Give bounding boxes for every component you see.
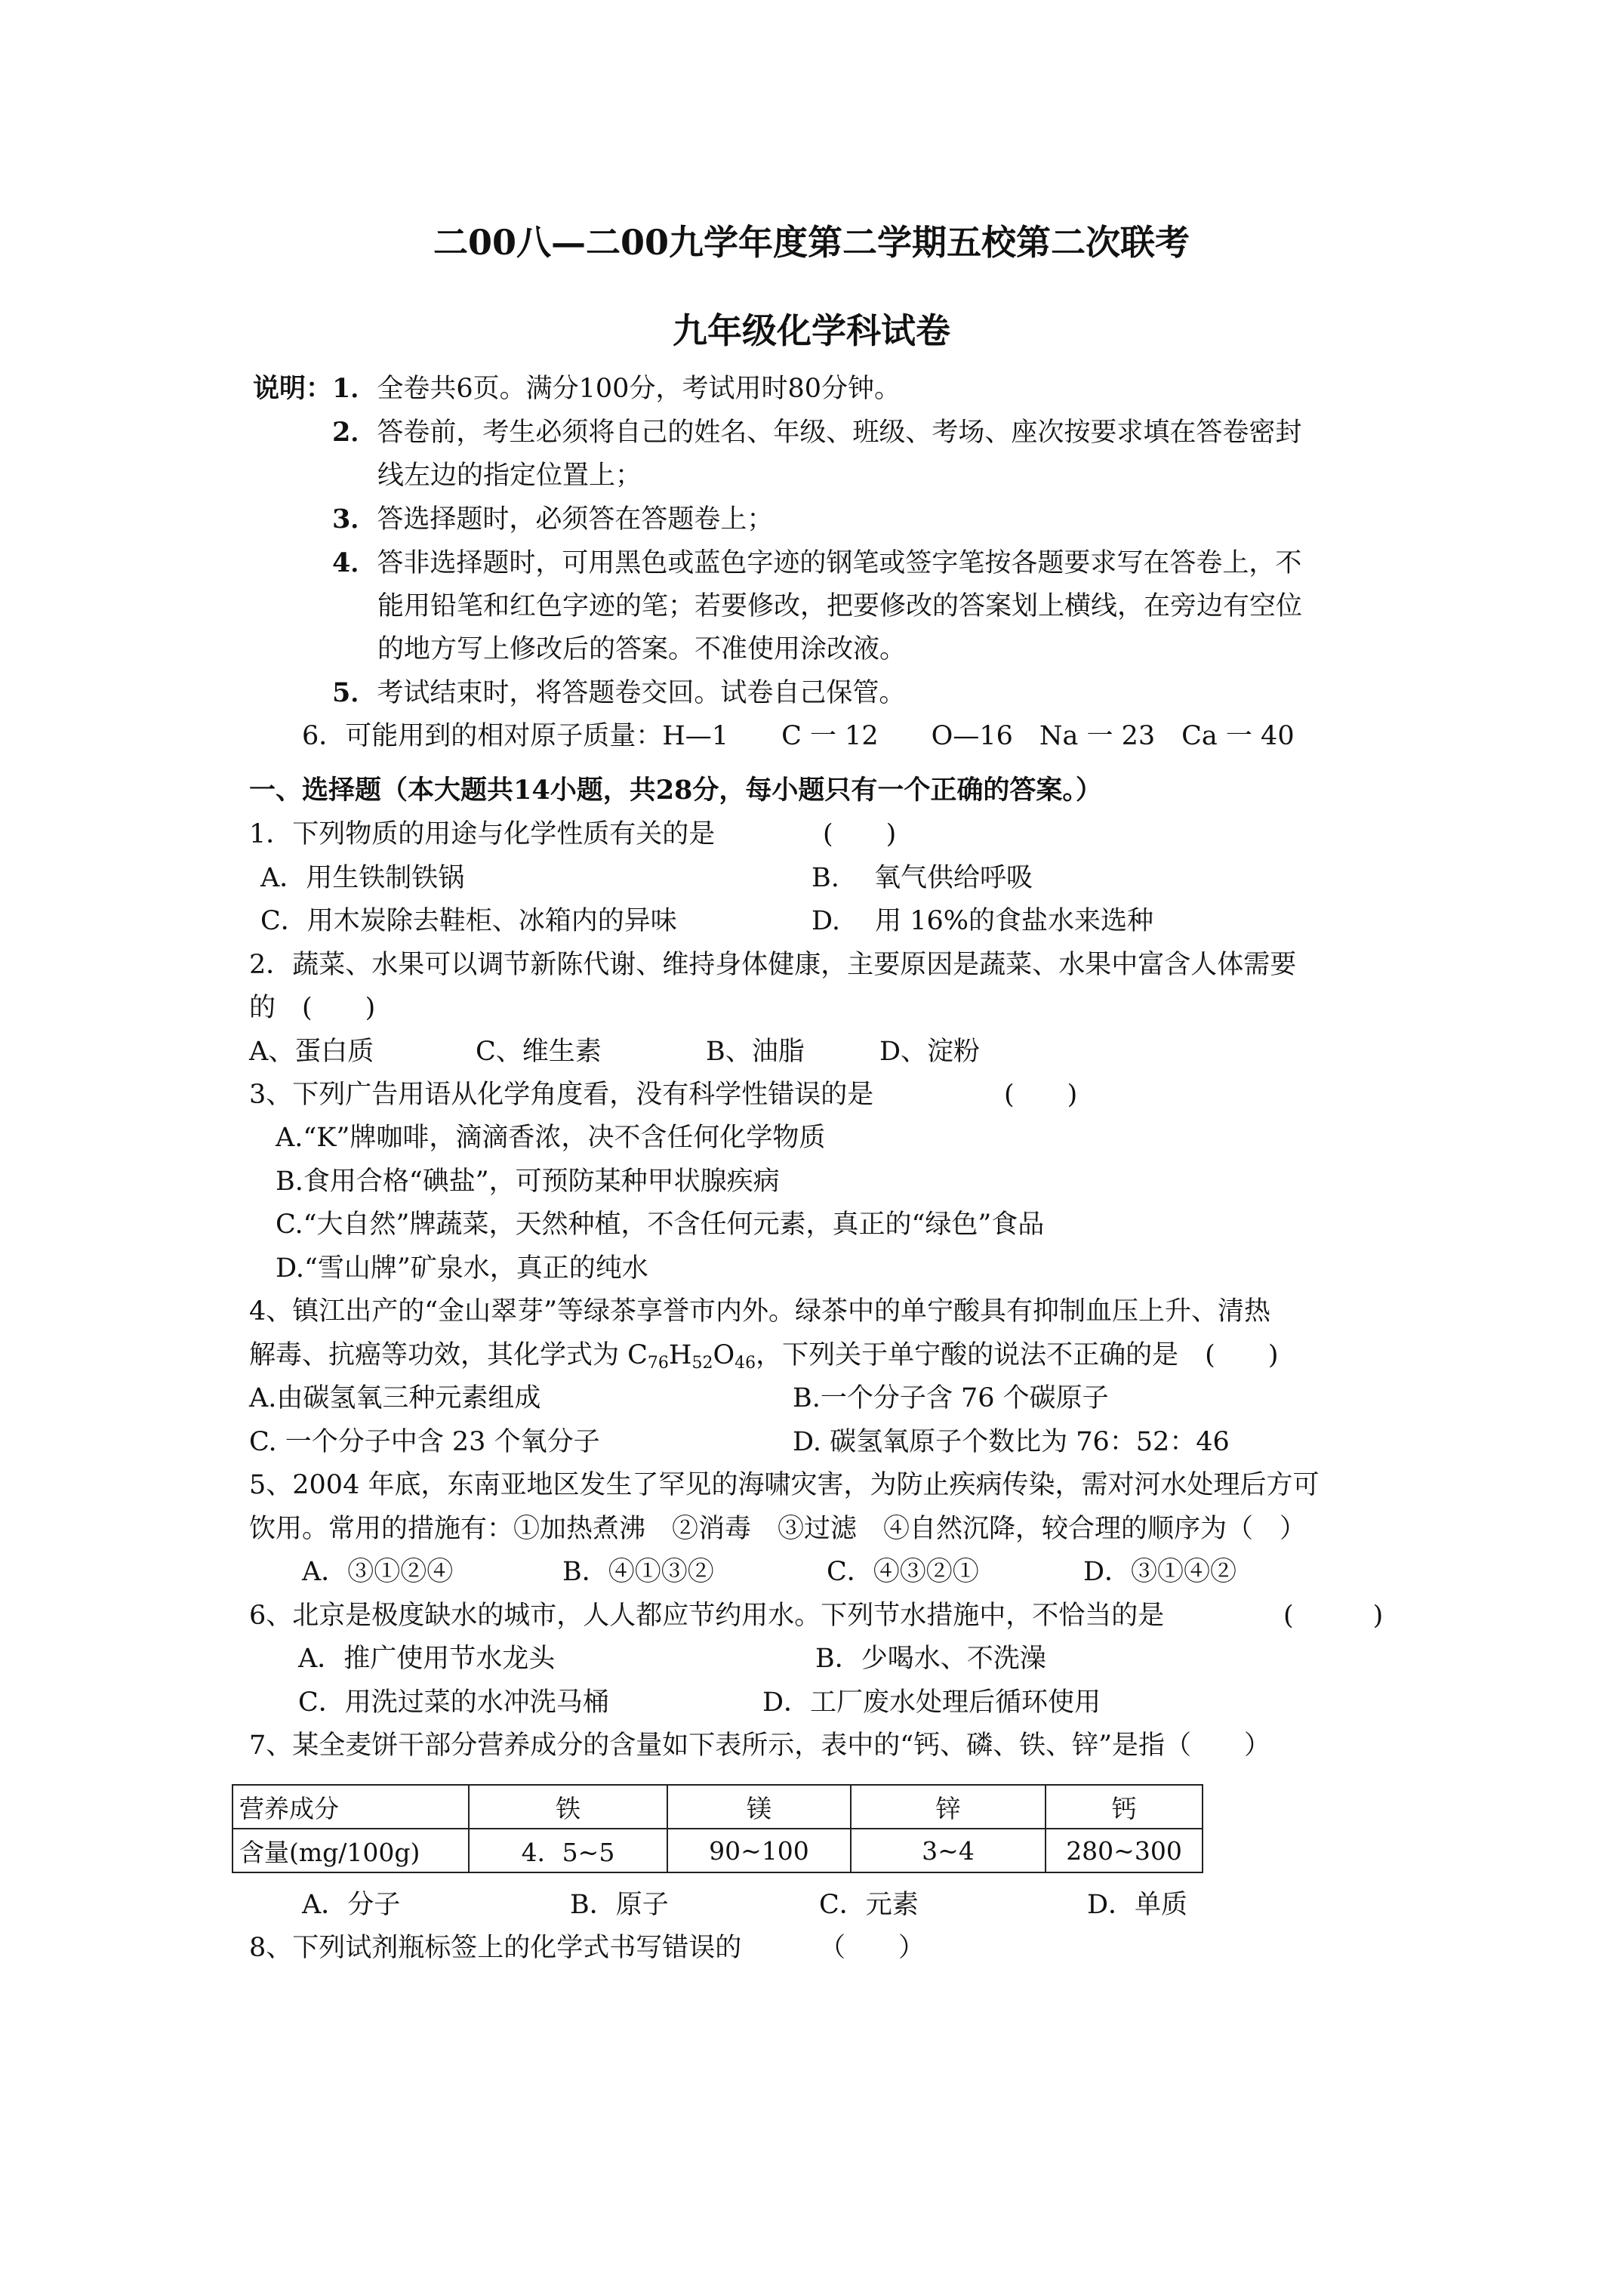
instruction-text: 可能用到的相对原子质量：H—1 C 一 12 O—16 Na 一 23 Ca 一 40 xyxy=(345,721,1295,751)
instruction-5 xyxy=(332,676,905,710)
table-header-cell: 铁 xyxy=(469,1785,667,1829)
instructions-label: 说明： xyxy=(253,373,333,404)
instruction-num: 5． xyxy=(332,677,377,708)
subscript: 52 xyxy=(691,1354,713,1373)
instruction-text: 考试结束时，将答题卷交回。试卷自己保管。 xyxy=(377,678,906,708)
table-header-cell: 钙 xyxy=(1046,1785,1203,1829)
question-7-stem: 7、某全麦饼干部分营养成分的含量如下表所示，表中的“钙、磷、铁、锌”是指（ ） xyxy=(249,1730,1271,1761)
q5-option-a: A．③①②④ xyxy=(302,1557,454,1587)
q7-option-c: C．元素 xyxy=(819,1890,919,1920)
q1-option-d: D. 用 16%的食盐水来选种 xyxy=(812,906,1153,936)
q5-option-d: D．③①④② xyxy=(1083,1557,1237,1587)
table-cell: 含量(mg/100g) xyxy=(233,1829,469,1872)
question-6-stem: 6、北京是极度缺水的城市，人人都应节约用水。下列节水措施中，不恰当的是 xyxy=(249,1601,1165,1631)
table-header-cell: 锌 xyxy=(851,1785,1046,1829)
table-row xyxy=(233,1829,1203,1872)
q6-option-b: B．少喝水、不洗澡 xyxy=(815,1644,1046,1674)
q6-option-d: D．工厂废水处理后循环使用 xyxy=(762,1687,1101,1718)
table-header-row xyxy=(233,1785,1203,1829)
instruction-text: 答非选择题时，可用黑色或蓝色字迹的钢笔或签字笔按各题要求写在答卷上，不 xyxy=(377,548,1302,578)
subscript: 46 xyxy=(735,1354,756,1373)
q6-option-a: A．推广使用节水龙头 xyxy=(298,1644,556,1674)
question-5-stem-cont: 饮用。常用的措施有：①加热煮沸 ②消毒 ③过滤 ④自然沉降，较合理的顺序为（ ） xyxy=(249,1514,1307,1544)
q6-option-c: C．用洗过菜的水冲洗马桶 xyxy=(298,1687,609,1718)
q7-option-a: A．分子 xyxy=(302,1890,401,1920)
table-cell: 280~300 xyxy=(1046,1829,1203,1872)
q3-option-c: C.“大自然”牌蔬菜，天然种植，不含任何元素，真正的“绿色”食品 xyxy=(276,1210,1045,1240)
element-symbol: H xyxy=(668,1340,692,1370)
instruction-text: 全卷共6页。满分100分，考试用时80分钟。 xyxy=(377,374,901,404)
element-symbol: O xyxy=(713,1340,735,1370)
q1-option-c: C．用木炭除去鞋柜、冰箱内的异味 xyxy=(260,906,677,936)
question-2-stem: 2．蔬菜、水果可以调节新陈代谢、维持身体健康，主要原因是蔬菜、水果中富含人体需要 xyxy=(249,950,1297,980)
question-1-stem: 1．下列物质的用途与化学性质有关的是 xyxy=(249,819,716,849)
q7-option-b: B．原子 xyxy=(570,1890,669,1920)
instruction-num: 6． xyxy=(302,721,346,751)
q3-option-d: D.“雪山牌”矿泉水，真正的纯水 xyxy=(276,1253,648,1284)
question-2-stem-cont: 的 ( ) xyxy=(249,993,376,1023)
instruction-2-cont: 线左边的指定位置上； xyxy=(377,461,642,491)
question-6-answer-paren: ( ) xyxy=(1283,1601,1384,1631)
stem-text: 解毒、抗癌等功效，其化学式为 C xyxy=(249,1340,648,1370)
instruction-4-cont2: 的地方写上修改后的答案。不准使用涂改液。 xyxy=(377,634,907,664)
question-5-stem: 5、2004 年底，东南亚地区发生了罕见的海啸灾害，为防止疾病传染，需对河水处理后方可 xyxy=(249,1470,1320,1500)
q2-option-c: C、维生素 xyxy=(476,1037,602,1067)
q2-option-d: D、淀粉 xyxy=(879,1037,981,1067)
instruction-num: 1． xyxy=(332,373,377,404)
nutrition-table xyxy=(232,1784,1203,1873)
q5-option-b: B．④①③② xyxy=(562,1557,714,1587)
subscript: 76 xyxy=(647,1354,669,1373)
instruction-1 xyxy=(253,371,901,406)
q5-option-c: C．④③②① xyxy=(827,1557,979,1587)
q4-option-a: A.由碳氢氧三种元素组成 xyxy=(249,1383,541,1413)
q1-option-b: B. 氧气供给呼吸 xyxy=(812,863,1033,893)
question-8-answer-paren: （ ） xyxy=(819,1933,925,1963)
q3-option-a: A.“K”牌咖啡，滴滴香浓，决不含任何化学物质 xyxy=(276,1123,826,1153)
instruction-4-cont: 能用铅笔和红色字迹的笔；若要修改，把要修改的答案划上横线，在旁边有空位 xyxy=(377,591,1303,621)
instruction-4 xyxy=(332,546,1301,581)
table-header-cell: 镁 xyxy=(667,1785,851,1829)
instruction-num: 3． xyxy=(332,504,377,535)
question-4-stem: 4、镇江出产的“金山翠芽”等绿茶享誉市内外。绿茶中的单宁酸具有抑制血压上升、清热 xyxy=(249,1296,1271,1327)
instruction-3 xyxy=(332,502,773,537)
question-4-stem-cont xyxy=(249,1338,1278,1373)
instruction-2 xyxy=(332,415,1301,450)
stem-text: ，下列关于单宁酸的说法不正确的是 ( ) xyxy=(756,1340,1279,1370)
question-1-answer-paren: ( ) xyxy=(823,819,897,849)
q2-option-b: B、油脂 xyxy=(706,1037,805,1067)
question-3-stem: 3、下列广告用语从化学角度看，没有科学性错误的是 xyxy=(249,1080,874,1110)
exam-subtitle: 九年级化学科试卷 xyxy=(673,310,950,351)
exam-title: 二00八—二00九学年度第二学期五校第二次联考 xyxy=(433,222,1190,263)
table-cell: 3~4 xyxy=(851,1829,1046,1872)
q3-option-b: B.食用合格“碘盐”，可预防某种甲状腺疾病 xyxy=(276,1166,780,1197)
q1-option-a: A．用生铁制铁锅 xyxy=(260,863,465,893)
q4-option-b: B.一个分子含 76 个碳原子 xyxy=(793,1383,1109,1413)
question-8-stem: 8、下列试剂瓶标签上的化学式书写错误的 xyxy=(249,1933,742,1963)
question-3-answer-paren: ( ) xyxy=(1004,1080,1078,1110)
instruction-text: 答卷前，考生必须将自己的姓名、年级、班级、考场、座次按要求填在答卷密封 xyxy=(377,418,1302,448)
q2-option-a: A、蛋白质 xyxy=(249,1037,374,1067)
table-header-cell: 营养成分 xyxy=(233,1785,469,1829)
table-cell: 90~100 xyxy=(667,1829,851,1872)
instruction-num: 4． xyxy=(332,547,377,578)
table-cell: 4．5~5 xyxy=(469,1829,667,1872)
q4-option-c: C. 一个分子中含 23 个氧分子 xyxy=(249,1427,600,1457)
instruction-num: 2． xyxy=(332,417,377,448)
q7-option-d: D．单质 xyxy=(1087,1890,1188,1920)
q4-option-d: D. 碳氢氧原子个数比为 76：52：46 xyxy=(793,1427,1230,1457)
instruction-6 xyxy=(302,719,1295,754)
section-heading: 一、选择题（本大题共14小题，共28分，每小题只有一个正确的答案。） xyxy=(249,775,1102,806)
instruction-text: 答选择题时，必须答在答题卷上； xyxy=(377,504,774,535)
